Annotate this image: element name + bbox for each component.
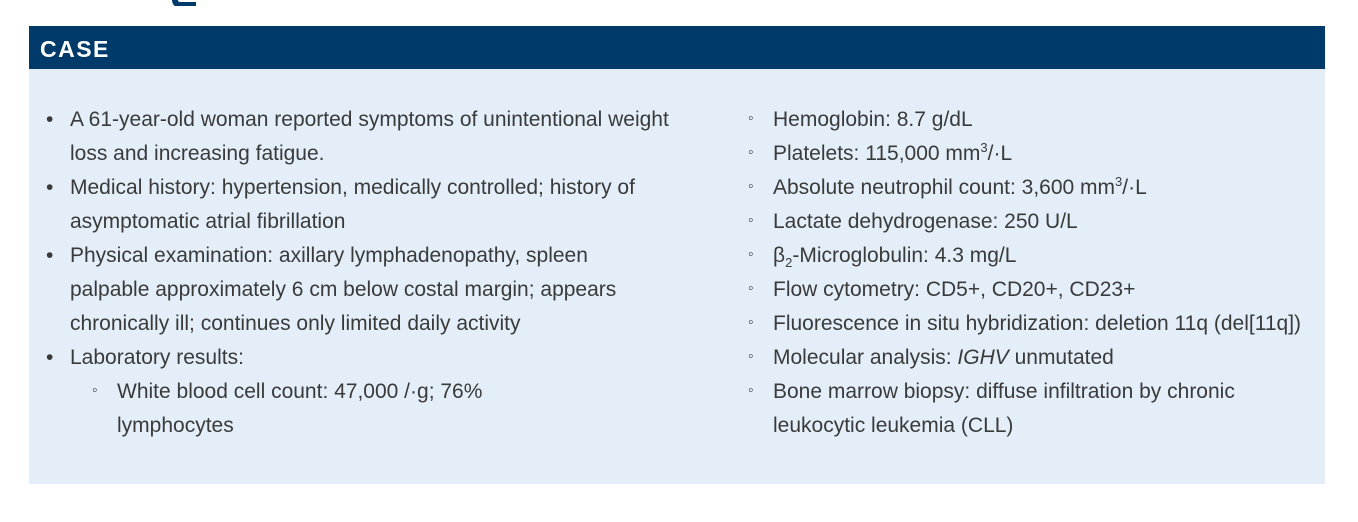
- list-item-text: A 61-year-old woman reported symptoms of unintentional weight loss and increasing fatigue.: [70, 108, 669, 165]
- bullet-icon: •: [46, 108, 54, 131]
- lab-item-unit: /·L: [1122, 176, 1147, 199]
- lab-item-text: Platelets: 115,000 mm: [773, 142, 981, 165]
- lab-item-marrow: [747, 375, 1325, 443]
- lab-item-text: Hemoglobin: 8.7 g/dL: [773, 108, 973, 131]
- list-item: [29, 239, 669, 341]
- case-box: [29, 26, 1325, 484]
- superscript: 3: [1115, 174, 1123, 189]
- sub-list-item: [29, 375, 669, 443]
- lab-item-symbol: β: [773, 244, 786, 267]
- lab-item-text: Flow cytometry: CD5+, CD20+, CD23+: [773, 278, 1136, 301]
- list-item: [29, 103, 669, 171]
- superscript: 3: [980, 140, 988, 155]
- lab-item-text: Molecular analysis:: [773, 346, 958, 369]
- right-column: [747, 103, 1325, 443]
- sub-bullet-icon: ◦: [748, 178, 754, 195]
- case-list: [29, 103, 669, 443]
- lab-item-b2m: [747, 239, 1325, 273]
- lab-item-fish: [747, 307, 1325, 341]
- lab-item-hemoglobin: [747, 103, 1325, 137]
- lab-item-anc: [747, 171, 1325, 205]
- sub-bullet-icon: ◦: [748, 212, 754, 229]
- list-item-text: Laboratory results:: [70, 346, 244, 369]
- lab-item-text: unmutated: [1008, 346, 1114, 369]
- lab-results-list: [747, 103, 1325, 443]
- subscript: 2: [785, 255, 793, 271]
- sub-bullet-icon: ◦: [748, 144, 754, 161]
- lab-item-text: Lactate dehydrogenase: 250 U/L: [773, 210, 1078, 233]
- lab-item-molecular: [747, 341, 1325, 375]
- sub-bullet-icon: ◦: [748, 348, 754, 365]
- sub-bullet-icon: ◦: [748, 314, 754, 331]
- list-item-text: Physical examination: axillary lymphadenopathy, spleen palpable approximately 6 cm below costal margin; appears chronically ill; continues only limited daily activity: [70, 244, 617, 335]
- bullet-icon: •: [46, 176, 54, 199]
- lab-item-platelets: [747, 137, 1325, 171]
- sub-bullet-icon: ◦: [92, 382, 98, 399]
- list-item-text: Medical history: hypertension, medically controlled; history of asymptomatic atrial fibrillation: [70, 176, 635, 233]
- lab-item-text: Fluorescence in situ hybridization: deletion 11q (del[11q]): [773, 312, 1302, 335]
- gene-name: IGHV: [957, 346, 1009, 369]
- lab-item-ldh: [747, 205, 1325, 239]
- case-header: CASE: [29, 26, 1325, 69]
- bullet-icon: •: [46, 244, 54, 267]
- lab-item-flow: [747, 273, 1325, 307]
- sub-list-item-text: White blood cell count: 47,000 /·g; 76% lymphocytes: [117, 380, 483, 437]
- sub-bullet-icon: ◦: [748, 246, 754, 263]
- sub-bullet-icon: ◦: [748, 280, 754, 297]
- list-item: [29, 341, 669, 375]
- lab-item-unit: /·L: [987, 142, 1013, 165]
- bullet-icon: •: [46, 346, 54, 369]
- lab-item-text: Bone marrow biopsy: diffuse infiltration by chronic leukocytic leukemia (CLL): [773, 380, 1235, 437]
- title-fragment: [168, 0, 200, 6]
- sub-bullet-icon: ◦: [748, 382, 754, 399]
- lab-item-text: -Microglobulin: 4.3 mg/L: [792, 244, 1017, 267]
- lab-item-text: Absolute neutrophil count: 3,600 mm: [773, 176, 1116, 199]
- left-column: [29, 103, 669, 443]
- list-item: [29, 171, 669, 239]
- sub-bullet-icon: ◦: [748, 110, 754, 127]
